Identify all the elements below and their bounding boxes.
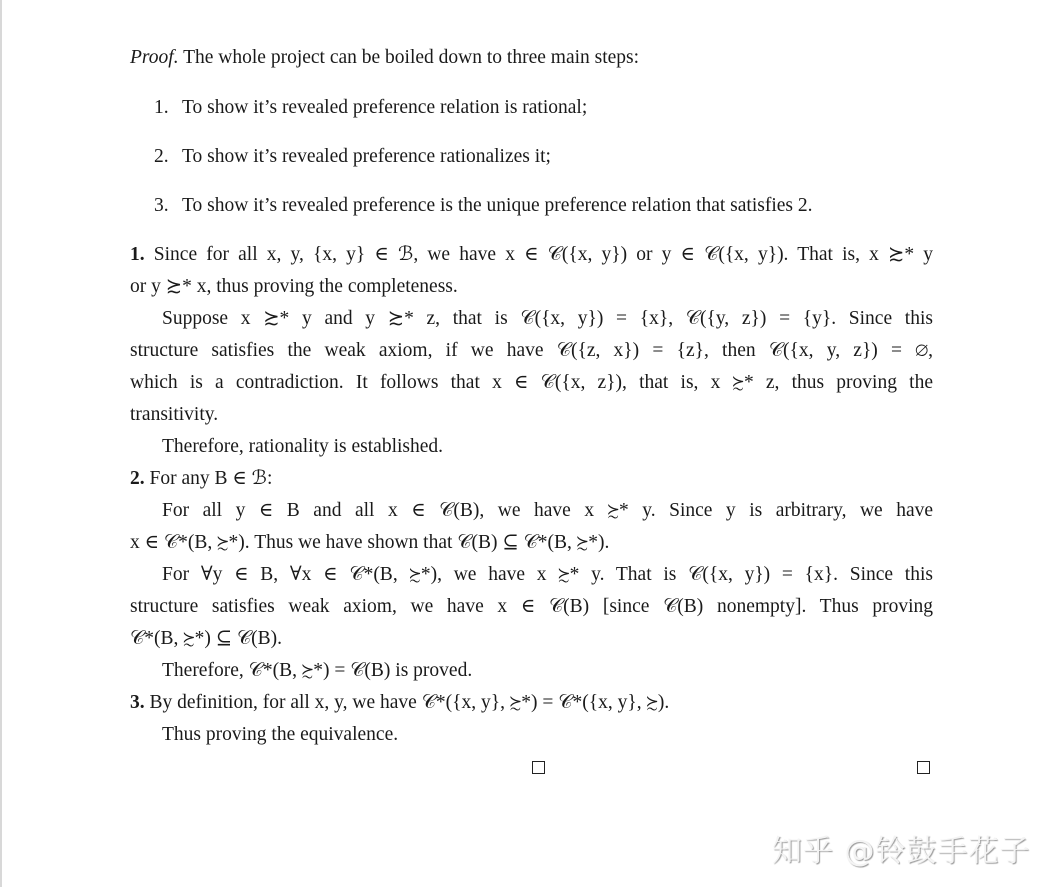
section1-line-1 bbox=[130, 239, 933, 271]
proof-document bbox=[130, 42, 933, 783]
section3-line-1 bbox=[130, 687, 933, 719]
section2-line-7: Therefore, 𝒞*(B, ≿*) = 𝒞(B) is proved. bbox=[162, 660, 473, 681]
section2-line-1 bbox=[130, 463, 933, 495]
section-text: By definition, for all x, y, we have 𝒞*({x, y}, ≿*) = 𝒞*({x, y}, ≿). bbox=[149, 692, 670, 713]
section-label: 2. bbox=[130, 468, 145, 489]
section-text: For any B ∈ ℬ: bbox=[149, 468, 273, 489]
zhihu-watermark: 知乎 @铃鼓手花子 bbox=[772, 834, 1031, 869]
step-item-2 bbox=[130, 141, 933, 173]
intro-text: The whole project can be boiled down to three main steps: bbox=[183, 47, 640, 68]
step-text: To show it’s revealed preference relation is rational; bbox=[182, 97, 588, 118]
section2-line-3: x ∈ 𝒞*(B, ≿*). Thus we have shown that 𝒞(B) ⊆ 𝒞*(B, ≿*). bbox=[130, 532, 610, 553]
section3-line-2: Thus proving the equivalence. bbox=[162, 724, 399, 745]
proof-label: Proof. bbox=[130, 47, 179, 68]
section-label: 3. bbox=[130, 692, 145, 713]
step-number: 1. bbox=[154, 97, 169, 118]
qed-row bbox=[130, 751, 933, 783]
qed-square-icon bbox=[532, 761, 545, 774]
section2-line-2: For all y ∈ B and all x ∈ 𝒞(B), we have x ≿* y. Since y is arbitrary, we have bbox=[162, 500, 933, 521]
section1-line-7: Therefore, rationality is established. bbox=[162, 436, 444, 457]
section1-line-2: or y ≿* x, thus proving the completeness. bbox=[130, 276, 458, 297]
section1-line-3: Suppose x ≿* y and y ≿* z, that is 𝒞({x, y}) = {x}, 𝒞({y, z}) = {y}. Since this bbox=[162, 308, 933, 329]
qed-square-icon bbox=[917, 761, 930, 774]
section1-line-4: structure satisfies the weak axiom, if we have 𝒞({z, x}) = {z}, then 𝒞({x, y, z}) = ∅, bbox=[130, 340, 933, 361]
section-text: Since for all x, y, {x, y} ∈ ℬ, we have x ∈ 𝒞({x, y}) or y ∈ 𝒞({x, y}). That is, x ≿* y bbox=[153, 244, 934, 265]
section-label: 1. bbox=[130, 244, 145, 265]
step-number: 2. bbox=[154, 146, 169, 167]
step-text: To show it’s revealed preference rationalizes it; bbox=[182, 146, 551, 167]
step-text: To show it’s revealed preference is the unique preference relation that satisfies 2. bbox=[182, 195, 813, 216]
section2-line-6: 𝒞*(B, ≿*) ⊆ 𝒞(B). bbox=[130, 628, 283, 649]
step-item-1 bbox=[130, 92, 933, 124]
section1-line-5: which is a contradiction. It follows that x ∈ 𝒞({x, z}), that is, x ≿* z, thus proving the bbox=[130, 372, 933, 393]
section1-line-6: transitivity. bbox=[130, 404, 219, 425]
step-number: 3. bbox=[154, 195, 169, 216]
section2-line-5: structure satisfies weak axiom, we have x ∈ 𝒞(B) [since 𝒞(B) nonempty]. Thus proving bbox=[130, 596, 933, 617]
page-left-border bbox=[0, 0, 2, 887]
step-item-3 bbox=[130, 190, 933, 222]
proof-intro bbox=[130, 42, 933, 74]
section2-line-4: For ∀y ∈ B, ∀x ∈ 𝒞*(B, ≿*), we have x ≿* y. That is 𝒞({x, y}) = {x}. Since this bbox=[162, 564, 933, 585]
